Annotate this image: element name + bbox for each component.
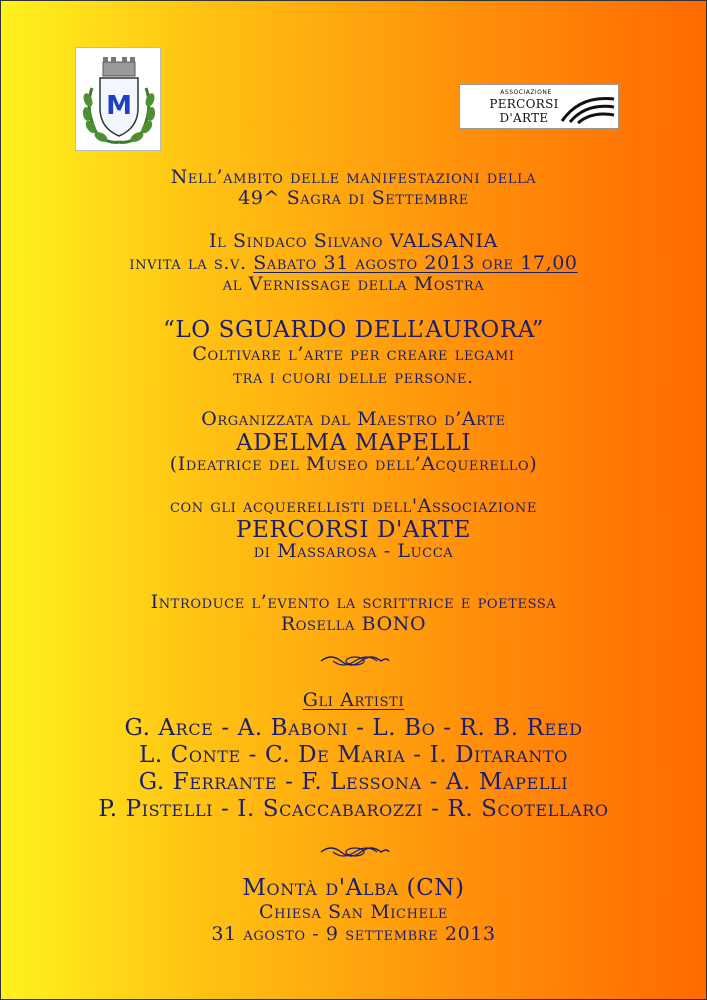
artists-row-4: P. Pistelli - I. Scaccabarozzi - R. Scotellaro <box>98 796 609 822</box>
association-name: PERCORSI D'ARTE <box>236 517 471 543</box>
flourish-ornament-icon <box>319 843 391 861</box>
association-logo <box>459 84 619 129</box>
exhibition-subtitle-1: Coltivare l’arte per creare legami <box>192 343 515 365</box>
invitation-line-3: al Vernissage della Mostra <box>222 273 485 295</box>
artists-row-3: G. Ferrante - F. Lessona - A. Mapelli <box>138 769 569 795</box>
artists-heading: Gli Artisti <box>302 689 405 711</box>
organizer-name: ADELMA MAPELLI <box>235 430 472 456</box>
intro-line-2: 49^ Sagra di Settembre <box>238 187 469 209</box>
association-line: con gli acquerellisti dell'Associazione <box>169 495 537 517</box>
invitation-line-1: Il Sindaco Silvano VALSANIA <box>209 230 498 252</box>
exhibition-subtitle-2: tra i cuori delle persone. <box>233 366 474 388</box>
venue-town: Montà d'Alba (CN) <box>242 875 465 901</box>
flourish-ornament-icon <box>319 652 391 670</box>
municipal-crest-logo <box>75 47 161 151</box>
introducer-line: Introduce l’evento la scrittrice e poetessa <box>150 591 557 613</box>
invitation-prefix: invita la s.v. <box>129 252 254 274</box>
vernissage-date: Sabato 31 agosto 2013 ore 17,00 <box>253 252 578 274</box>
artists-row-1: G. Arce - A. Baboni - L. Bo - R. B. Reed <box>124 715 583 741</box>
venue-church: Chiesa San Michele <box>259 901 448 923</box>
introducer-name: Rosella BONO <box>280 613 427 635</box>
venue-dates: 31 agosto - 9 settembre 2013 <box>211 923 496 945</box>
invitation-line-2 <box>1 254 706 273</box>
artists-row-2: L. Conte - C. De Maria - I. Ditaranto <box>138 742 569 768</box>
road-swoosh-icon <box>560 91 616 125</box>
association-logo-line1: ASSOCIAZIONE <box>500 89 552 96</box>
organizer-note: (Ideatrice del Museo dell’Acquerello) <box>169 453 538 475</box>
coat-of-arms-icon <box>76 48 162 152</box>
association-place: di Massarosa - Lucca <box>253 540 454 562</box>
exhibition-title: “LO SGUARDO DELL’AURORA” <box>163 317 544 343</box>
svg-text:M: M <box>106 91 132 121</box>
organizer-line: Organizzata dal Maestro d’Arte <box>201 408 506 430</box>
association-logo-line2: PERCORSI D'ARTE <box>489 97 559 125</box>
intro-line-1: Nell’ambito delle manifestazioni della <box>170 166 537 188</box>
